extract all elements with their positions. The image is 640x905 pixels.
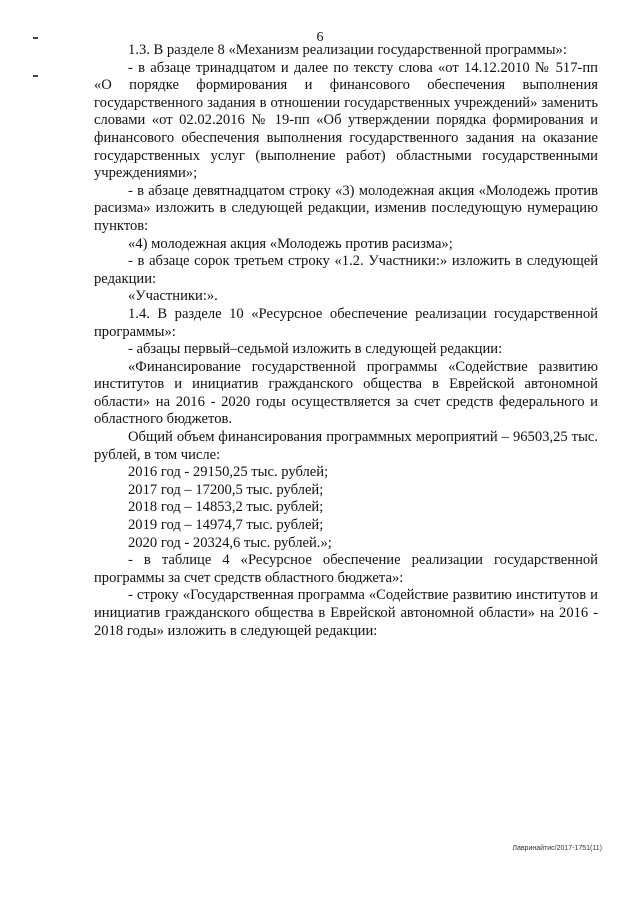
margin-mark xyxy=(33,37,38,39)
document-body xyxy=(94,42,598,640)
paragraph: - в абзаце тринадцатом и далее по тексту слова «от 14.12.2010 № 517-пп «О порядке формирования и финансового обеспечения выполнения государственного задания в отношении государственных учреждений» заменить словами «от 02.02.2016 № 19-пп «Об утверждении порядка формирования и финансового обеспечения выполнения государственного задания на оказание государственных услуг (выполнение работ) областными государственными учреждениями»; xyxy=(94,59,598,182)
paragraph: - абзацы первый–седьмой изложить в следующей редакции: xyxy=(128,341,503,358)
paragraph: - в абзаце девятнадцатом строку «3) молодежная акция «Молодежь против расизма» изложить в следующей редакции, изменив последующую нумерацию пунктов: xyxy=(94,182,598,234)
funding-line: 2019 год – 14974,7 тыс. рублей; xyxy=(128,517,324,534)
funding-line: 2020 год - 20324,6 тыс. рублей.»; xyxy=(128,534,332,551)
funding-line: 2016 год - 29150,25 тыс. рублей; xyxy=(128,464,329,481)
margin-mark xyxy=(33,75,38,77)
paragraph: 1.4. В разделе 10 «Ресурсное обеспечение реализации государственной программы»: xyxy=(94,305,598,340)
paragraph: - в таблице 4 «Ресурсное обеспечение реализации государственной программы за счет средств областного бюджета»: xyxy=(94,552,598,586)
paragraph: «4) молодежная акция «Молодежь против расизма»; xyxy=(128,235,453,252)
paragraph: «Участники:». xyxy=(128,288,218,305)
paragraph: «Финансирование государственной программы «Содействие развитию институтов и инициатив гражданского общества в Еврейской автономной области» на 2016 - 2020 годы осуществляется за счет средств федерального и областного бюджетов. xyxy=(94,358,598,428)
paragraph: 1.3. В разделе 8 «Механизм реализации государственной программы»: xyxy=(128,42,567,58)
paragraph: - в абзаце сорок третьем строку «1.2. Участники:» изложить в следующей редакции: xyxy=(94,253,598,287)
paragraph: Общий объем финансирования программных мероприятий – 96503,25 тыс. рублей, в том числе: xyxy=(94,429,598,463)
funding-line: 2017 год – 17200,5 тыс. рублей; xyxy=(128,481,324,498)
footer-code: Лавринайтис/2017-1751(11) xyxy=(512,845,602,852)
paragraph: - строку «Государственная программа «Содействие развитию институтов и инициатив гражданского общества в Еврейской автономной области» на 2016 - 2018 годы» изложить в следующей редакции: xyxy=(94,587,598,639)
funding-line: 2018 год – 14853,2 тыс. рублей; xyxy=(128,499,324,516)
page-number: 6 xyxy=(316,30,324,45)
